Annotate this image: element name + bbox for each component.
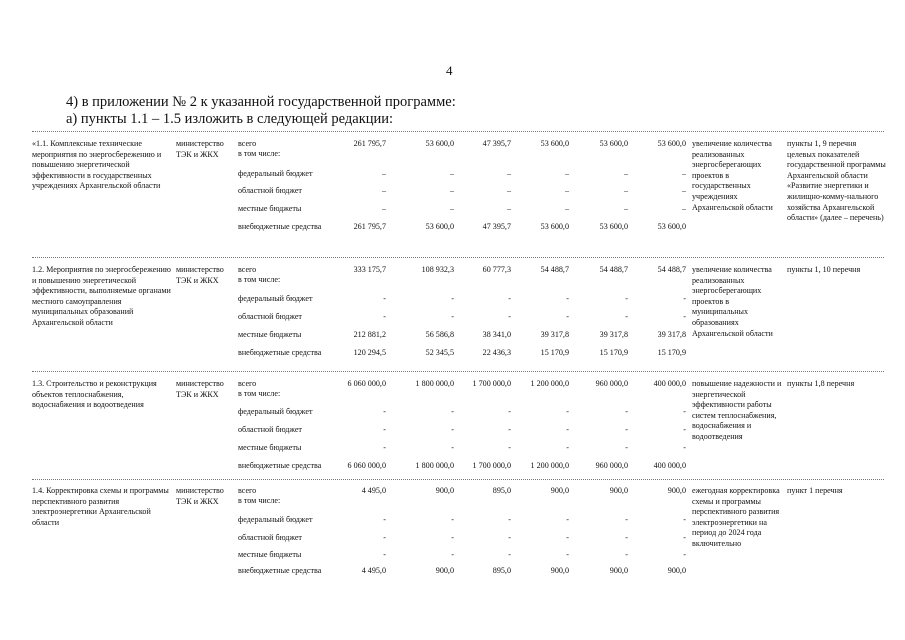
value-cell: - — [383, 407, 386, 416]
funding-incl-label: в том числе: — [238, 149, 281, 158]
value-cell: 261 795,7 — [353, 222, 386, 231]
value-cell: - — [625, 515, 628, 524]
value-cell: - — [508, 550, 511, 559]
value-cell: - — [566, 443, 569, 452]
value-cell: – — [506, 186, 511, 195]
value-cell: - — [383, 312, 386, 321]
funding-label: всего — [238, 139, 257, 148]
funding-label: областной бюджет — [238, 425, 302, 434]
funding-row — [238, 139, 686, 158]
value-cell: - — [683, 425, 686, 434]
value-cell: - — [566, 294, 569, 303]
funding-row — [238, 566, 686, 577]
value-cell: 1 700 000,0 — [472, 461, 511, 470]
value-cell: 108 932,3 — [421, 265, 454, 274]
value-cell: - — [625, 550, 628, 559]
value-cell: 4 495,0 — [361, 566, 386, 575]
value-cell: - — [508, 312, 511, 321]
value-cell: 900,0 — [609, 486, 628, 495]
value-cell: - — [625, 312, 628, 321]
funding-row — [238, 486, 686, 505]
funding-label: федеральный бюджет — [238, 515, 313, 524]
value-cell: 39 317,8 — [599, 330, 628, 339]
value-cell: 1 700 000,0 — [472, 379, 511, 388]
value-cell: 53 600,0 — [425, 139, 454, 148]
value-cell: - — [508, 407, 511, 416]
value-cell: - — [451, 425, 454, 434]
value-cell: 53 600,0 — [657, 222, 686, 231]
value-cell: 1 800 000,0 — [415, 379, 454, 388]
funding-label: федеральный бюджет — [238, 169, 313, 178]
value-cell: - — [683, 443, 686, 452]
funding-label: областной бюджет — [238, 312, 302, 321]
expected-result: ежегодная корректировка схемы и программы перспективного развития электроэнергетики на период до 2024 года включительно — [692, 486, 780, 548]
value-cell: 900,0 — [550, 566, 569, 575]
value-cell: 333 175,7 — [353, 265, 386, 274]
value-cell: 54 488,7 — [540, 265, 569, 274]
value-cell: 120 294,5 — [353, 348, 386, 357]
value-cell: – — [381, 186, 386, 195]
funding-row — [238, 348, 686, 359]
target-indicators: пункты 1, 9 перечня целевых показателей государственной программы Архангельской области «Развитие энергетики и жилищно-комму-нального хозяйства Архангельской области» (далее – перечень) — [787, 139, 886, 223]
funding-row — [238, 204, 686, 215]
value-cell: 400 000,0 — [653, 461, 686, 470]
funding-row — [238, 425, 686, 436]
value-cell: 47 395,7 — [482, 222, 511, 231]
value-cell: 15 170,9 — [657, 348, 686, 357]
value-cell: - — [451, 533, 454, 542]
value-cell: - — [683, 312, 686, 321]
funding-label: местные бюджеты — [238, 443, 302, 452]
value-cell: – — [449, 186, 454, 195]
funding-label: областной бюджет — [238, 533, 302, 542]
value-cell: – — [681, 186, 686, 195]
value-cell: – — [449, 204, 454, 213]
funding-label: всего — [238, 379, 257, 388]
value-cell: 900,0 — [435, 486, 454, 495]
heading-line-1: 4) в приложении № 2 к указанной государственной программе: — [66, 94, 456, 110]
item-name: 1.2. Мероприятия по энергосбережению и повышению энергетической эффективности, выполняемые органами местного самоуправления муниципальных образований Архангельской области — [32, 265, 171, 327]
funding-row — [238, 265, 686, 284]
value-cell: 15 170,9 — [599, 348, 628, 357]
value-cell: – — [381, 169, 386, 178]
funding-row — [238, 330, 686, 341]
item-org: министерство ТЭК и ЖКХ — [176, 379, 224, 399]
value-cell: - — [451, 294, 454, 303]
page-number: 4 — [446, 63, 453, 78]
funding-label: федеральный бюджет — [238, 294, 313, 303]
value-cell: - — [508, 425, 511, 434]
value-cell: - — [566, 533, 569, 542]
heading-line-2: а) пункты 1.1 – 1.5 изложить в следующей редакции: — [66, 111, 394, 127]
value-cell: - — [451, 443, 454, 452]
value-cell: 6 060 000,0 — [347, 461, 386, 470]
value-cell: - — [383, 515, 386, 524]
funding-row — [238, 407, 686, 418]
value-cell: 53 600,0 — [657, 139, 686, 148]
value-cell: – — [564, 204, 569, 213]
value-cell: - — [683, 515, 686, 524]
value-cell: - — [566, 425, 569, 434]
value-cell: 960 000,0 — [595, 461, 628, 470]
value-cell: 1 200 000,0 — [530, 379, 569, 388]
value-cell: 895,0 — [492, 486, 511, 495]
value-cell: - — [683, 407, 686, 416]
value-cell: – — [681, 204, 686, 213]
funding-incl-label: в том числе: — [238, 275, 281, 284]
value-cell: - — [625, 407, 628, 416]
value-cell: - — [508, 443, 511, 452]
value-cell: 52 345,5 — [425, 348, 454, 357]
value-cell: 53 600,0 — [599, 222, 628, 231]
value-cell: – — [623, 186, 628, 195]
funding-row — [238, 222, 686, 233]
value-cell: 895,0 — [492, 566, 511, 575]
separator-2 — [32, 371, 884, 372]
target-indicators: пункт 1 перечня — [787, 486, 843, 495]
target-indicators: пункты 1,8 перечня — [787, 379, 855, 388]
funding-incl-label: в том числе: — [238, 496, 281, 505]
value-cell: - — [508, 533, 511, 542]
funding-incl-label: в том числе: — [238, 389, 281, 398]
item-name: 1.3. Строительство и реконструкция объектов теплоснабжения, водоснабжения и водоотведения — [32, 379, 157, 410]
funding-row — [238, 186, 686, 197]
value-cell: - — [383, 533, 386, 542]
value-cell: - — [383, 550, 386, 559]
item-org: министерство ТЭК и ЖКХ — [176, 139, 224, 159]
value-cell: 900,0 — [667, 486, 686, 495]
funding-label: местные бюджеты — [238, 204, 302, 213]
separator-top — [32, 131, 884, 132]
value-cell: – — [506, 204, 511, 213]
value-cell: 960 000,0 — [595, 379, 628, 388]
expected-result: увеличение количества реализованных энергосберегающих проектов в муниципальных образованиях Архангельской области — [692, 265, 773, 338]
funding-row — [238, 379, 686, 398]
funding-label: федеральный бюджет — [238, 407, 313, 416]
funding-row — [238, 294, 686, 305]
value-cell: 38 341,0 — [482, 330, 511, 339]
value-cell: - — [683, 533, 686, 542]
value-cell: - — [683, 550, 686, 559]
value-cell: – — [449, 169, 454, 178]
value-cell: 53 600,0 — [540, 222, 569, 231]
value-cell: - — [566, 515, 569, 524]
value-cell: 39 317,8 — [657, 330, 686, 339]
value-cell: 6 060 000,0 — [347, 379, 386, 388]
value-cell: - — [451, 515, 454, 524]
value-cell: – — [681, 169, 686, 178]
value-cell: – — [623, 169, 628, 178]
funding-label: местные бюджеты — [238, 550, 302, 559]
value-cell: - — [566, 407, 569, 416]
value-cell: - — [383, 294, 386, 303]
value-cell: – — [564, 186, 569, 195]
value-cell: 900,0 — [550, 486, 569, 495]
funding-label: внебюджетные средства — [238, 348, 322, 357]
value-cell: – — [381, 204, 386, 213]
funding-row — [238, 533, 686, 544]
funding-row — [238, 169, 686, 180]
value-cell: 53 600,0 — [599, 139, 628, 148]
funding-label: местные бюджеты — [238, 330, 302, 339]
item-org: министерство ТЭК и ЖКХ — [176, 265, 224, 285]
value-cell: - — [383, 425, 386, 434]
value-cell: - — [508, 515, 511, 524]
value-cell: - — [451, 312, 454, 321]
item-org: министерство ТЭК и ЖКХ — [176, 486, 224, 506]
value-cell: – — [564, 169, 569, 178]
value-cell: – — [506, 169, 511, 178]
item-name: «1.1. Комплексные технические мероприятия по энергосбережению и повышению энергетической эффективности в государственных учреждениях Архангельской области — [32, 139, 162, 191]
value-cell: 22 436,3 — [482, 348, 511, 357]
value-cell: - — [683, 294, 686, 303]
funding-row — [238, 443, 686, 454]
value-cell: - — [625, 443, 628, 452]
funding-label: областной бюджет — [238, 186, 302, 195]
value-cell: – — [623, 204, 628, 213]
value-cell: 56 586,8 — [425, 330, 454, 339]
value-cell: 900,0 — [667, 566, 686, 575]
funding-label: внебюджетные средства — [238, 566, 322, 575]
value-cell: 53 600,0 — [425, 222, 454, 231]
funding-row — [238, 461, 686, 472]
value-cell: - — [625, 425, 628, 434]
funding-row — [238, 515, 686, 526]
funding-label: внебюджетные средства — [238, 461, 322, 470]
value-cell: 1 800 000,0 — [415, 461, 454, 470]
value-cell: 900,0 — [609, 566, 628, 575]
value-cell: 261 795,7 — [353, 139, 386, 148]
separator-3 — [32, 479, 884, 480]
value-cell: 53 600,0 — [540, 139, 569, 148]
value-cell: - — [566, 550, 569, 559]
funding-label: всего — [238, 265, 257, 274]
funding-row — [238, 550, 686, 561]
target-indicators: пункты 1, 10 перечня — [787, 265, 861, 274]
separator-1 — [32, 257, 884, 258]
value-cell: 54 488,7 — [599, 265, 628, 274]
value-cell: - — [625, 533, 628, 542]
value-cell: 47 395,7 — [482, 139, 511, 148]
value-cell: - — [383, 443, 386, 452]
expected-result: увеличение количества реализованных энергосберегающих проектов в государственных учреждениях Архангельской области — [692, 139, 773, 212]
value-cell: 4 495,0 — [361, 486, 386, 495]
value-cell: - — [451, 407, 454, 416]
value-cell: - — [451, 550, 454, 559]
value-cell: 60 777,3 — [482, 265, 511, 274]
value-cell: - — [625, 294, 628, 303]
funding-label: всего — [238, 486, 257, 495]
item-name: 1.4. Корректировка схемы и программы перспективного развития электроэнергетики Архангельской области — [32, 486, 169, 527]
funding-row — [238, 312, 686, 323]
value-cell: 1 200 000,0 — [530, 461, 569, 470]
value-cell: 15 170,9 — [540, 348, 569, 357]
expected-result: повышение надежности и энергетической эффективности работы систем теплоснабжения, водоснабжения и водоотведения — [692, 379, 782, 441]
value-cell: 400 000,0 — [653, 379, 686, 388]
funding-label: внебюджетные средства — [238, 222, 322, 231]
value-cell: 54 488,7 — [657, 265, 686, 274]
value-cell: 39 317,8 — [540, 330, 569, 339]
value-cell: - — [566, 312, 569, 321]
value-cell: 900,0 — [435, 566, 454, 575]
value-cell: - — [508, 294, 511, 303]
value-cell: 212 881,2 — [353, 330, 386, 339]
